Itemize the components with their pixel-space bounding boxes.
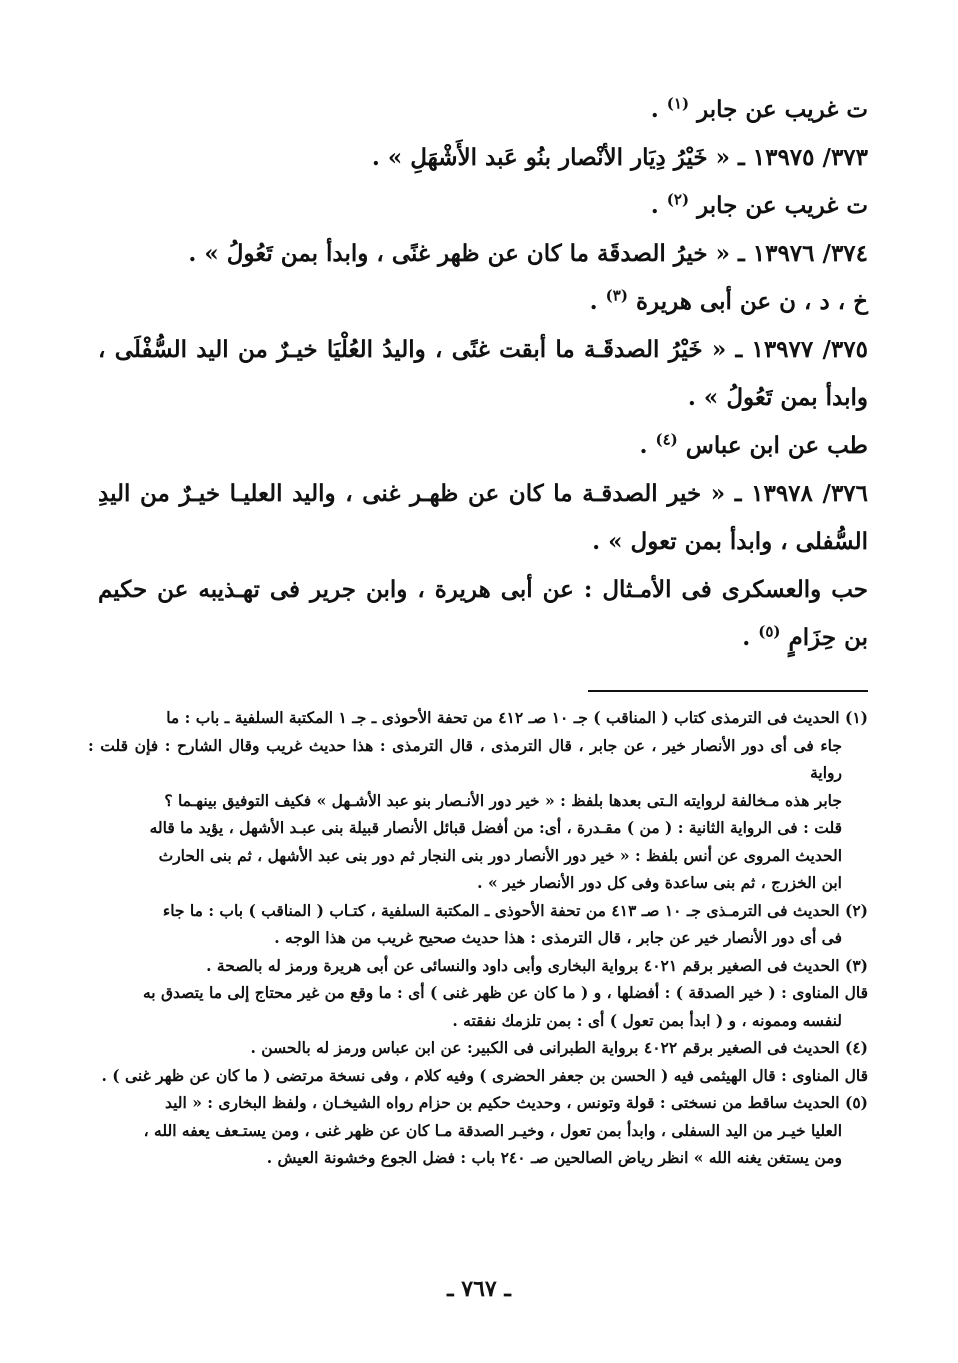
footnote-line: (٥) الحديث ساقط من نسختى : قولة وتونس ، وحديث حكيم بن حزام رواه الشيخـان ، ولفظ البخارى : « اليد [164,1093,868,1112]
footnote-3 [88,952,868,1035]
source-line-3 [98,278,868,326]
footnote-divider [588,690,868,692]
footnote-line: (٤) الحديث فى الصغير برقم ٤٠٢٢ برواية الطبرانى فى الكبير: عن ابن عباس ورمز له بالحسن . [250,1038,868,1057]
hadith-376: ٣٧٦/ ١٣٩٧٨ ـ « خير الصدقـة ما كان عن ظهـر غنى ، واليد العليـا خيـرٌ من اليدِ السُّفلى ، وابدأ بمن تعول » . [98,480,868,555]
footnote-line: ابن الخزرج ، ثم بنى ساعدة وفى كل دور الأنصار خير » . [477,873,842,892]
source-text: ت غريب عن جابر [697,96,868,123]
source-text: طب عن ابن عباس [685,432,868,459]
main-text [98,86,868,662]
footnote-5 [88,1089,868,1172]
footnote-line: فى أى دور الأنصار خير عن جابر ، قال الترمذى : هذا حديث صحيح غريب من هذا الوجه . [274,928,842,947]
footnote-ref[interactable]: (٢) [666,190,690,209]
footnote-ref[interactable]: (٥) [758,622,781,641]
footnote-line: لنفسه وممونه ، و ( ابدأ بمن تعول ) أى : بمن تلزمك نفقته . [452,1010,842,1030]
footnote-line: جاء فى أى دور الأنصار خير ، عن جابر ، قال الترمذى ، قال الترمذى : هذا حديث غريب وقال الشارح : فإن قلت : رواية [88,735,842,782]
footnote-line: ومن يستغن يغنه الله » انظر رياض الصالحين صـ ٢٤٠ باب : فضل الجوع وخشونة العيش . [266,1148,842,1167]
footnote-1 [88,704,868,897]
page-number: ـ ٧٦٧ ـ [447,1276,511,1302]
source-line-1 [98,86,868,134]
footnote-line: جابر هذه مـخالفة لروايته الـتى بعدها بلفظ : « خير دور الأنـصار بنو عبد الأشـهل » فكيف التوفيق بينهـما ؟ [164,790,842,810]
source-text: ت غريب عن جابر [697,192,868,219]
footnote-line: (٣) الحديث فى الصغير برقم ٤٠٢١ برواية البخارى وأبى داود والنسائى عن أبى هريرة ورمز له بالصحة . [206,955,868,975]
footnote-line: قلت : فى الرواية الثانية : ( من ) مقـدرة ، أى: من أفضل قبائل الأنصار قبيلة بنى عبـد الأشهل ، يؤيد ما قاله [149,818,842,837]
footnote-line: العليا خيـر من اليد السفلى ، وابدأ بمن تعول ، وخيـر الصدقة مـا كان عن ظهر غنى ، ومن يستـعف يعفه الله ، [143,1120,842,1140]
footnote-2 [88,897,868,952]
hadith-374: ٣٧٤/ ١٣٩٧٦ ـ « خيرُ الصدقَة ما كان عن ظهر غنًى ، وابدأ بمن تَعُولُ » . [188,240,868,267]
footnote-line: الحديث المروى عن أنس بلفظ : « خير دور الأنصار دور بنى النجار ثم دور بنى عبد الأشهل ، ثم بنى الحارث [158,845,842,865]
punct: . [639,432,656,459]
footnote-4 [88,1034,868,1089]
footnote-line: (١) الحديث فى الترمذى كتاب ( المناقب ) جـ ١٠ صـ ٤١٢ من تحفة الأحوذى ـ جـ ١ المكتبة السلفية ـ باب : ما [166,708,868,727]
punct: . [589,288,606,315]
footnote-ref[interactable]: (١) [666,94,690,113]
punct: . [650,192,667,219]
hadith-375: ٣٧٥/ ١٣٩٧٧ ـ « خَيْرُ الصدقَـة ما أبقت غنًى ، واليدُ العُلْيَا خيـرٌ من اليد السُّفْلَى ، وابدأ بمن تَعُولُ » . [98,336,868,411]
footnote-line: قال المناوى : قال الهيثمى فيه ( الحسن بن جعفر الحضرى ) وفيه كلام ، وفى نسخة مرتضى ( ما كان عن ظهر غنى ) . [101,1065,868,1085]
punct: . [650,96,667,123]
source-text: حب والعسكرى فى الأمـثال : عن أبى هريرة ، وابن جرير فى تهـذيبه عن حكيم بن حِزَامٍ [98,576,868,651]
source-text: خ ، د ، ن عن أبى هريرة [635,288,868,315]
footnotes [88,704,868,1172]
source-line-2 [98,182,868,230]
footnote-ref[interactable]: (٤) [655,430,678,449]
footnote-ref[interactable]: (٣) [605,286,628,305]
source-line-4 [98,422,868,470]
source-line-5 [98,566,868,662]
punct: . [742,624,759,651]
footnote-line: (٢) الحديث فى الترمـذى جـ ١٠ صـ ٤١٣ من تحفة الأحوذى ـ المكتبة السلفية ، كتـاب ( المناقب ) باب : ما جاء [162,900,868,920]
footnote-line: قال المناوى : ( خير الصدقة ) : أفضلها ، و ( ما كان عن ظهر غنى ) أى : ما وقع من غير محتاج إلى ما يتصدق به [142,983,868,1002]
hadith-373: ٣٧٣/ ١٣٩٧٥ ـ « خَيْرُ دِيَار الأنْصار بنُو عَبد الأَشْهَلِ » . [371,144,868,171]
